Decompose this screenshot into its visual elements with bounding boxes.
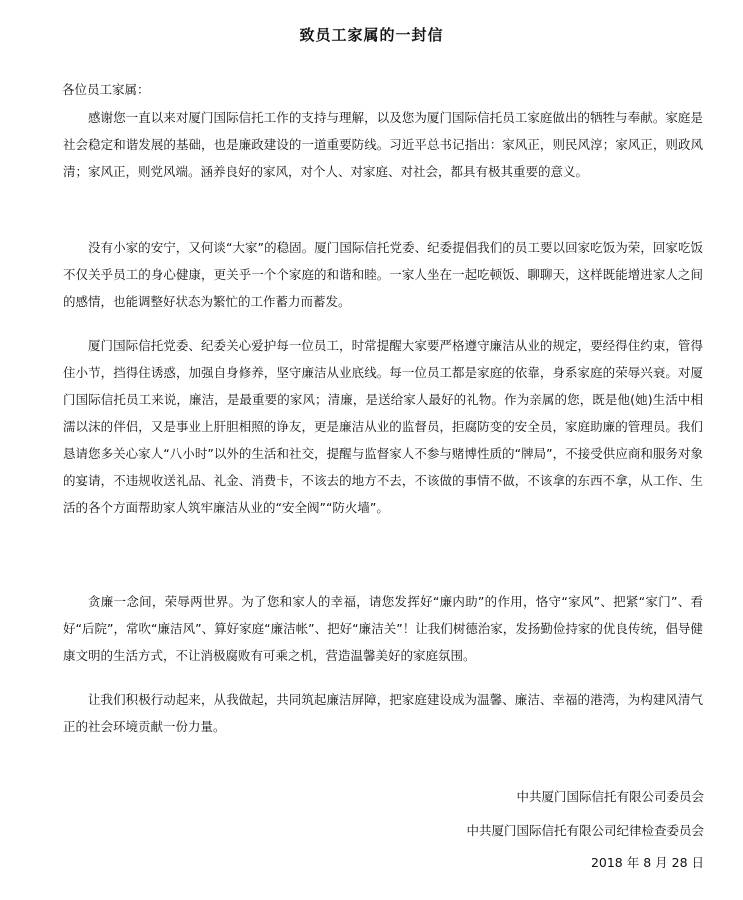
paragraph-3: 厦门国际信托党委、纪委关心爱护每一位员工，时常提醒大家要严格遵守廉洁从业的规定，要经得住约束，管得住小节，挡得住诱惑，加强自身修养，坚守廉洁从业底线。每一位员工都是家庭的依靠，身系家庭的荣辱兴衰。对厦门国际信托员工来说，廉洁，是最重要的家风；清廉，是送给家人最好的礼物。作为亲属的您，既是他(她)生活中相濡以沫的伴侣，又是事业上肝胆相照的诤友，更是廉洁从业的监督员，拒腐防变的安全员，家庭助廉的管理员。我们恳请您多关心家人“八小时”以外的生活和社交，提醒与监督家人不参与赌博性质的“牌局”，不接受供应商和服务对象的宴请，不违规收送礼品、礼金、消费卡，不该去的地方不去，不该做的事情不做，不该拿的东西不拿，从工作、生活的各个方面帮助家人筑牢廉洁从业的“安全阀”“防火墙”。	[63, 338, 703, 515]
paragraph-4: 贪廉一念间，荣辱两世界。为了您和家人的幸福，请您发挥好“廉内助”的作用，恪守“家风”、把紧“家门”、看好“后院”，常吹“廉洁风”、算好家庭“廉洁帐”、把好“廉洁关”！让我们树德治家，发扬勤俭持家的优良传统，倡导健康文明的生活方式，不让消极腐败有可乘之机，营造温馨美好的家庭氛围。	[63, 594, 703, 663]
signature-party-committee: 中共厦门国际信托有限公司委员会	[516, 789, 704, 804]
paragraph-2: 没有小家的安宁，又何谈“大家”的稳固。厦门国际信托党委、纪委提倡我们的员工要以回家吃饭为荣，回家吃饭不仅关乎员工的身心健康，更关乎一个个家庭的和谐和睦。一家人坐在一起吃顿饭、聊聊天，这样既能增进家人之间的感情，也能调整好状态为繁忙的工作蓄力而蓄发。	[63, 240, 703, 309]
signature-discipline-committee: 中共厦门国际信托有限公司纪律检查委员会	[466, 823, 704, 838]
page-title: 致员工家属的一封信	[299, 26, 444, 44]
paragraph-5: 让我们积极行动起来，从我做起，共同筑起廉洁屏障，把家庭建设成为温馨、廉洁、幸福的港湾，为构建风清气正的社会环境贡献一份力量。	[63, 692, 703, 734]
signature-date: 2018 年 8 月 28 日	[590, 855, 704, 870]
paragraph-1: 感谢您一直以来对厦门国际信托工作的支持与理解，以及您为厦门国际信托员工家庭做出的牺牲与奉献。家庭是社会稳定和谐发展的基础，也是廉政建设的一道重要防线。习近平总书记指出：家风正，则民风淳；家风正，则政风清；家风正，则党风端。涵养良好的家风，对个人、对家庭、对社会，都具有极其重要的意义。	[63, 110, 703, 179]
salutation: 各位员工家属：	[62, 82, 150, 97]
